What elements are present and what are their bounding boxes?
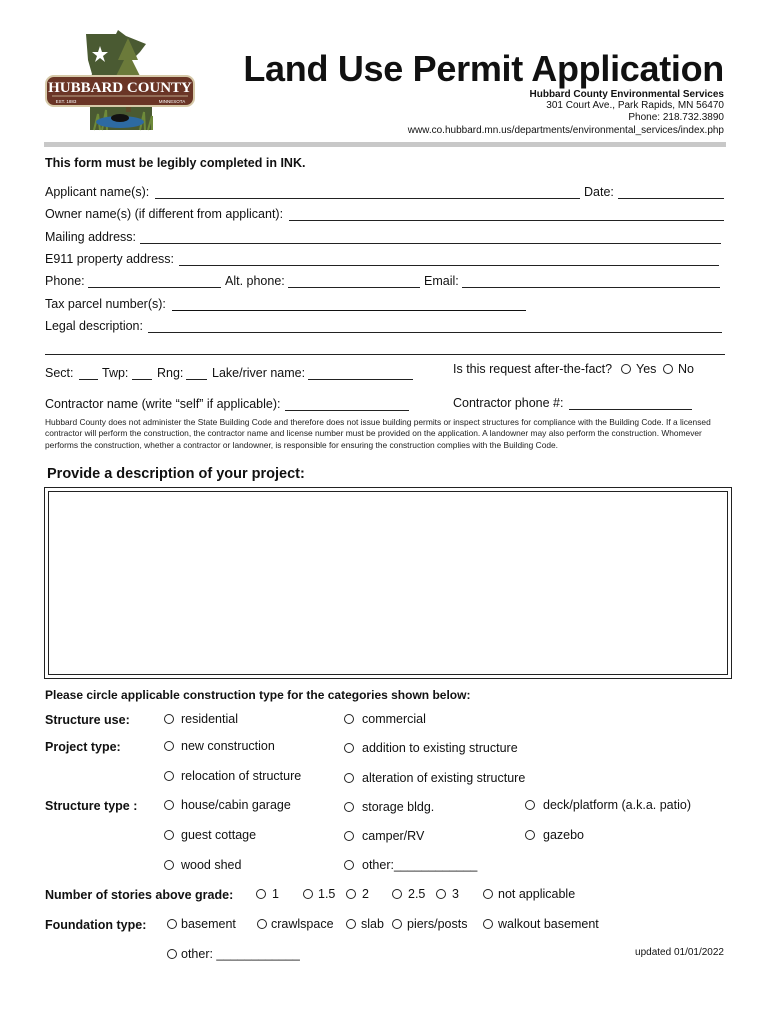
rng-field[interactable] <box>186 379 207 380</box>
foundation-option: other: ____________ <box>181 947 300 961</box>
structure-type-radio[interactable] <box>164 830 174 840</box>
foundation-option: crawlspace <box>271 917 334 931</box>
lake-label: Lake/river name: <box>212 366 306 380</box>
stories-option: not applicable <box>498 887 576 901</box>
twp-label: Twp: <box>102 366 129 380</box>
structure-type-radio[interactable] <box>525 800 535 810</box>
sect-field[interactable] <box>79 379 98 380</box>
foundation-option: slab <box>361 917 384 931</box>
email-label: Email: <box>424 274 459 288</box>
after-fact-no-label: No <box>678 362 694 376</box>
after-fact-yes-label: Yes <box>636 362 657 376</box>
office-address: 301 Court Ave., Park Rapids, MN 56470 <box>546 100 724 111</box>
date-field[interactable] <box>618 198 724 199</box>
ink-notice: This form must be legibly completed in INK. <box>45 156 306 170</box>
e911-field[interactable] <box>179 265 719 266</box>
structure-type-radio[interactable] <box>344 802 354 812</box>
applicant-label: Applicant name(s): <box>45 185 150 199</box>
office-website[interactable]: www.co.hubbard.mn.us/departments/environmental_services/index.php <box>407 125 724 136</box>
rng-label: Rng: <box>157 366 184 380</box>
tax-parcel-label: Tax parcel number(s): <box>45 297 166 311</box>
phone-label: Phone: <box>45 274 85 288</box>
sect-label: Sect: <box>45 366 74 380</box>
logo-text: HUBBARD COUNTY <box>48 80 192 96</box>
alt-phone-field[interactable] <box>288 287 420 288</box>
legal-field-line-2[interactable] <box>45 354 725 355</box>
contractor-phone-field[interactable] <box>569 409 692 410</box>
after-fact-label: Is this request after-the-fact? <box>453 362 613 376</box>
project-type-label: Project type: <box>45 740 121 754</box>
structure-use-option: residential <box>181 712 238 726</box>
stories-radio[interactable] <box>256 889 266 899</box>
structure-type-option: camper/RV <box>362 829 425 843</box>
stories-option: 3 <box>452 887 459 901</box>
structure-type-radio[interactable] <box>525 830 535 840</box>
foundation-radio[interactable] <box>167 919 177 929</box>
owner-label: Owner name(s) (if different from applicant): <box>45 207 284 221</box>
e911-label: E911 property address: <box>45 252 175 266</box>
mailing-label: Mailing address: <box>45 230 137 244</box>
office-name: Hubbard County Environmental Services <box>529 89 724 100</box>
stories-radio[interactable] <box>392 889 402 899</box>
structure-type-option: wood shed <box>181 858 242 872</box>
project-type-radio[interactable] <box>344 773 354 783</box>
after-fact-yes-radio[interactable] <box>621 364 631 374</box>
structure-type-radio[interactable] <box>164 800 174 810</box>
structure-type-option: guest cottage <box>181 828 257 842</box>
foundation-option: piers/posts <box>407 917 468 931</box>
page-title: Land Use Permit Application <box>243 48 724 89</box>
mailing-field[interactable] <box>140 243 721 244</box>
structure-use-option: commercial <box>362 712 426 726</box>
legal-label: Legal description: <box>45 319 143 333</box>
owner-field[interactable] <box>289 220 724 221</box>
applicant-field[interactable] <box>155 198 580 199</box>
structure-use-radio[interactable] <box>344 714 354 724</box>
foundation-radio[interactable] <box>392 919 402 929</box>
structure-type-option: deck/platform (a.k.a. patio) <box>543 798 691 812</box>
stories-option: 2 <box>362 887 369 901</box>
stories-label: Number of stories above grade: <box>45 888 234 902</box>
stories-option: 1 <box>272 887 279 901</box>
description-textarea[interactable] <box>44 487 732 679</box>
foundation-label: Foundation type: <box>45 918 147 932</box>
contractor-field[interactable] <box>285 410 409 411</box>
after-fact-no-radio[interactable] <box>663 364 673 374</box>
logo-est-text: EST. 1883 <box>55 99 77 104</box>
structure-type-option: gazebo <box>543 828 585 842</box>
stories-radio[interactable] <box>346 889 356 899</box>
contractor-phone-label: Contractor phone #: <box>453 396 564 410</box>
project-type-option: new construction <box>181 739 275 753</box>
lake-field[interactable] <box>308 379 413 380</box>
foundation-radio[interactable] <box>257 919 267 929</box>
construction-instruction: Please circle applicable construction type for the categories shown below: <box>45 688 471 702</box>
updated-date: updated 01/01/2022 <box>635 947 724 958</box>
project-type-radio[interactable] <box>164 771 174 781</box>
project-type-option: alteration of existing structure <box>362 771 526 785</box>
date-label: Date: <box>584 185 614 199</box>
structure-use-radio[interactable] <box>164 714 174 724</box>
stories-radio[interactable] <box>436 889 446 899</box>
email-field[interactable] <box>462 287 720 288</box>
stories-radio[interactable] <box>483 889 493 899</box>
foundation-radio[interactable] <box>167 949 177 959</box>
alt-phone-label: Alt. phone: <box>225 274 285 288</box>
foundation-option: basement <box>181 917 236 931</box>
project-type-option: addition to existing structure <box>362 741 518 755</box>
contractor-label: Contractor name (write “self” if applicable): <box>45 397 281 411</box>
structure-use-label: Structure use: <box>45 713 130 727</box>
stories-option: 1.5 <box>318 887 336 901</box>
phone-field[interactable] <box>88 287 221 288</box>
structure-type-option: house/cabin garage <box>181 798 291 812</box>
logo-state-text: MINNESOTA <box>158 99 186 104</box>
tax-parcel-field[interactable] <box>172 310 526 311</box>
project-type-radio[interactable] <box>344 743 354 753</box>
foundation-radio[interactable] <box>346 919 356 929</box>
structure-type-option: storage bldg. <box>362 800 435 814</box>
structure-type-option: other:____________ <box>362 858 478 872</box>
legal-field[interactable] <box>148 332 722 333</box>
project-type-option: relocation of structure <box>181 769 302 783</box>
stories-option: 2.5 <box>408 887 426 901</box>
office-phone: Phone: 218.732.3890 <box>628 112 724 123</box>
structure-type-radio[interactable] <box>344 831 354 841</box>
description-heading: Provide a description of your project: <box>47 466 305 482</box>
stories-radio[interactable] <box>303 889 313 899</box>
twp-field[interactable] <box>132 379 152 380</box>
structure-type-radio[interactable] <box>344 860 354 870</box>
header-divider <box>44 142 726 147</box>
foundation-radio[interactable] <box>483 919 493 929</box>
foundation-option: walkout basement <box>498 917 599 931</box>
project-type-radio[interactable] <box>164 741 174 751</box>
building-code-disclaimer: Hubbard County does not administer the State Building Code and therefore does not issue building permits or inspect structures for compliance with the Building Code. If a licensed contractor will perform the construction, the contractor name and license number must be provided on the application. A landowner may also perform the construction. Whomever performs the construction, whether a contractor or landowner, is responsible for ensuring the construction complies with the Building Code. <box>45 417 711 450</box>
hubbard-county-logo <box>44 30 196 136</box>
structure-type-label: Structure type : <box>45 799 138 813</box>
loon-icon <box>111 114 129 122</box>
structure-type-radio[interactable] <box>164 860 174 870</box>
